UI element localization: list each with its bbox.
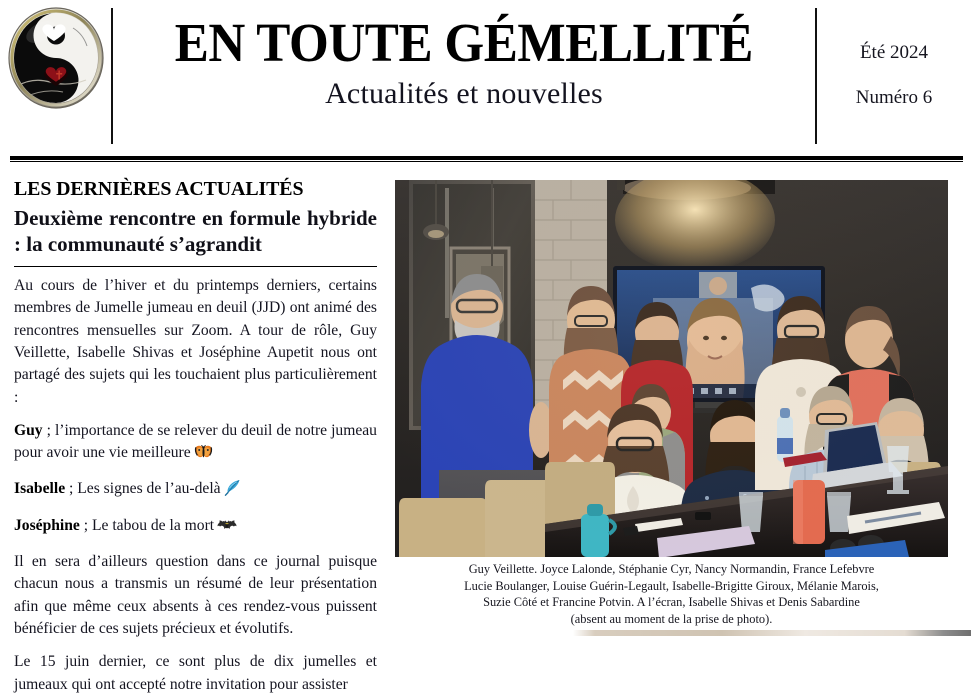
content-area — [0, 172, 971, 693]
caption-line-2: Lucie Boulanger, Louise Guérin-Legault, Isabelle-Brigitte Giroux, Mélanie Marois, — [464, 578, 879, 593]
next-photo-top-edge — [418, 630, 971, 636]
rule-thin — [10, 161, 963, 162]
speaker-topic: Les signes de l’au-delà — [77, 480, 221, 498]
speaker-item-josephine — [14, 515, 377, 540]
issue-number: Numéro 6 — [855, 86, 933, 108]
article-paragraph-1: Au cours de l’hiver et du printemps derniers, certains membres de Jumelle jumeau en deuil (JJD) ont animé des rencontres mensuelles sur Zoom. A tour de rôle, Guy Veillette, Isabelle Shivas et Joséphine Aupetit nous ont partagé des sujets qui les touchaient plus particulièrement : — [14, 277, 377, 406]
feather-icon — [224, 479, 242, 503]
article-headline: Deuxième rencontre en formule hybride : la communauté s’agrandit — [14, 206, 377, 257]
issue-season: Été 2024 — [859, 42, 929, 63]
headline-rule — [14, 266, 377, 267]
bat-icon — [217, 518, 237, 540]
speaker-separator: ; — [65, 480, 78, 498]
speaker-name: Isabelle — [14, 480, 66, 498]
page-subtitle: Actualités et nouvelles — [325, 77, 603, 111]
photo-caption — [395, 561, 948, 627]
caption-line-1: Guy Veillette. Joyce Lalonde, Stéphanie Cyr, Nancy Normandin, France Lefebvre — [468, 562, 875, 576]
issue-info — [817, 0, 971, 152]
speaker-topic: Le tabou de la mort — [92, 516, 215, 534]
masthead-title-cell — [113, 0, 815, 152]
rule-thick — [10, 156, 963, 160]
speaker-topic: l’importance de se relever du deuil de notre jumeau pour avoir une vie meilleure — [14, 421, 377, 462]
masthead-double-rule — [10, 156, 963, 163]
article-paragraph-2: Il en sera d’ailleurs question dans ce journal puisque chacun nous a transmis un résumé de leur présentation afin que même ceux absents à ces rendez-vous puissent bénéficier de ces sujets précieux et évolutifs. — [14, 553, 377, 637]
logo-cell — [0, 0, 111, 152]
article-column — [0, 172, 395, 696]
caption-line-4: (absent au moment de la prise de photo). — [570, 611, 773, 626]
caption-line-3: Suzie Côté et Francine Potvin. A l’écran, Isabelle Shivas et Denis Sabardine — [483, 595, 860, 610]
yin-yang-hearts-logo — [7, 6, 105, 110]
masthead — [0, 0, 971, 152]
article-paragraph-3: Le 15 juin dernier, ce sont plus de dix jumelles et jumeaux qui ont accepté notre invitation pour assister — [14, 653, 377, 693]
speaker-name: Joséphine — [14, 516, 80, 534]
figure-column — [395, 172, 971, 627]
group-meeting-photo — [395, 180, 948, 557]
section-kicker: LES DERNIÈRES ACTUALITÉS — [14, 178, 304, 200]
page-title: EN TOUTE GÉMELLITÉ — [174, 12, 754, 73]
photo-figure — [395, 180, 948, 627]
speaker-name: Guy — [14, 421, 43, 439]
speaker-item-isabelle — [14, 478, 377, 503]
speaker-item-guy — [14, 420, 377, 468]
speaker-separator: ; — [42, 421, 55, 439]
speaker-separator: ; — [79, 516, 92, 534]
butterfly-icon — [194, 445, 213, 467]
